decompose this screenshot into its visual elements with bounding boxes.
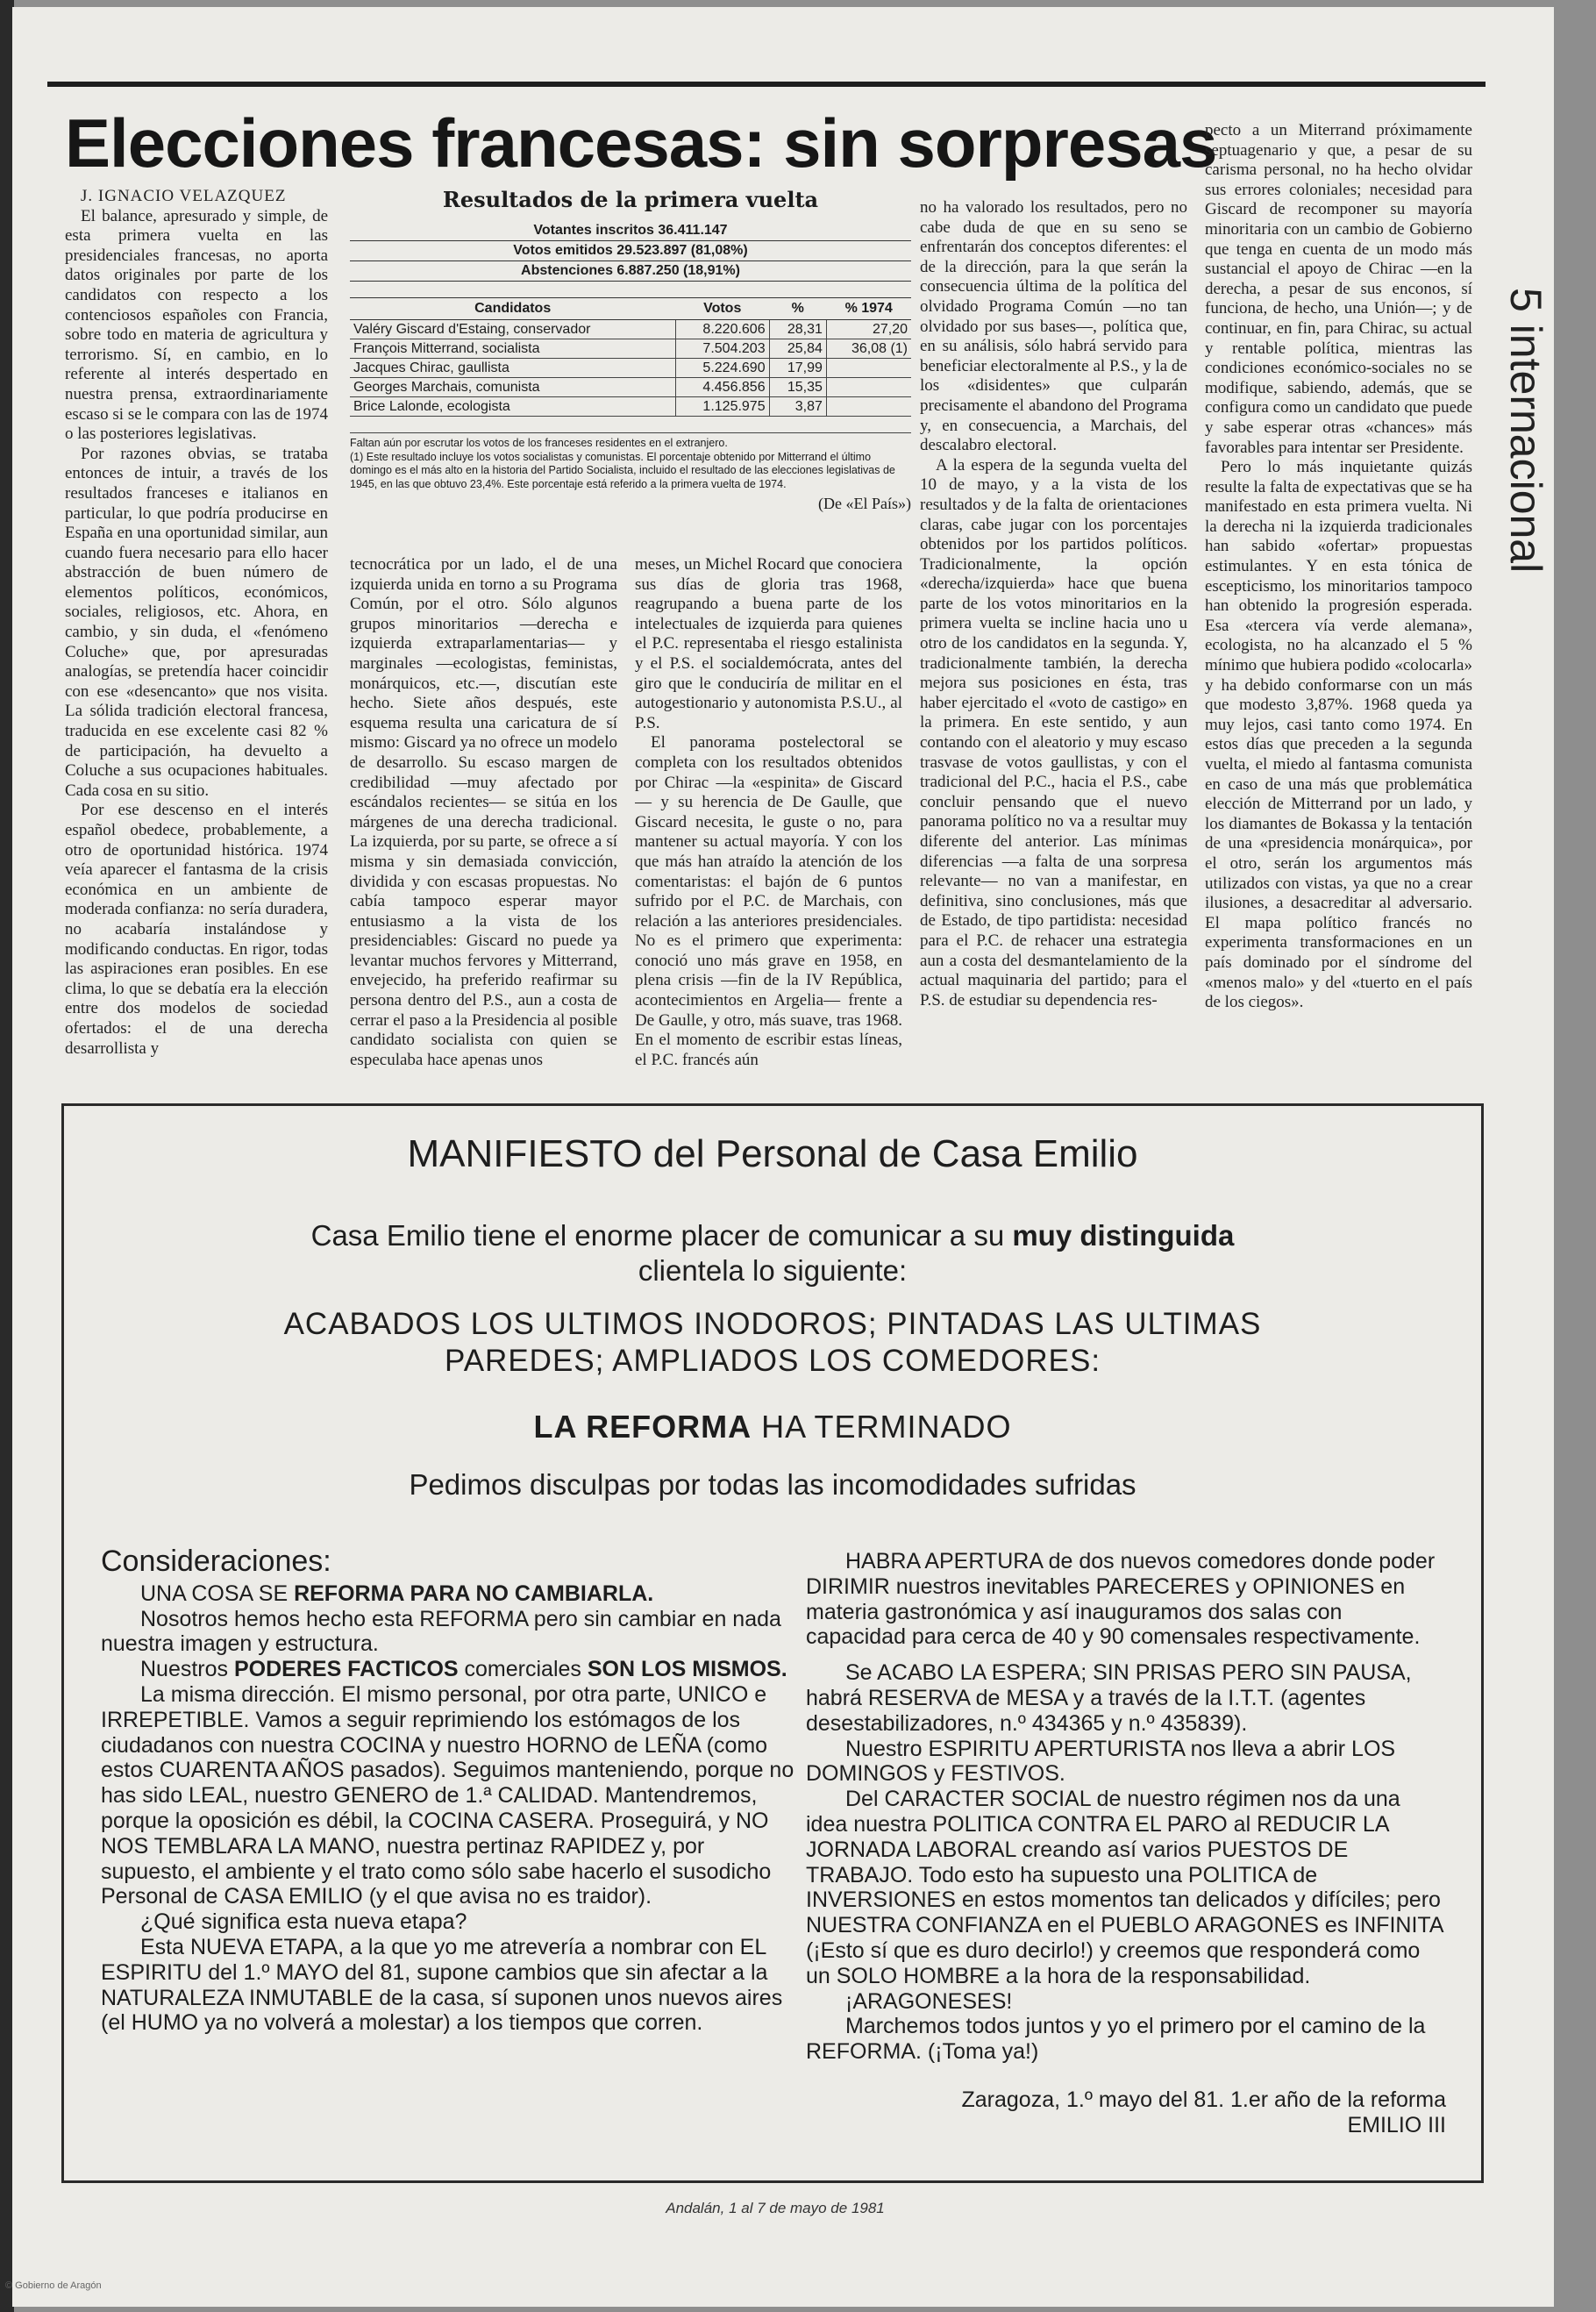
- table-notes: [350, 432, 911, 491]
- candidate-name: Valéry Giscard d'Estaing, conservador: [350, 320, 675, 339]
- abstentions: Abstenciones 6.887.250 (18,91%): [350, 261, 911, 282]
- table-row: [350, 397, 911, 417]
- ad-intro-bold: muy distinguida: [1012, 1219, 1235, 1252]
- votes-cast: Votos emitidos 29.523.897 (81,08%): [350, 241, 911, 261]
- percent-1974: [826, 359, 911, 378]
- percent-1974: [826, 397, 911, 417]
- table-source: (De «El País»): [818, 495, 911, 512]
- ad-apology: Pedimos disculpas por todas las incomodidades sufridas: [409, 1468, 1136, 1501]
- percent-1974: [826, 378, 911, 397]
- ad-intro: [64, 1218, 1481, 1288]
- table-row: [350, 339, 911, 359]
- results-title: Resultados de la primera vuelta: [442, 187, 819, 212]
- vote-percent: 15,35: [769, 378, 826, 397]
- considerations-heading: Consideraciones:: [101, 1545, 331, 1578]
- headline: Elecciones francesas: sin sorpresas: [65, 104, 1217, 182]
- paragraph: pecto a un Miterrand próximamente septuagenario y que, a pesar de su carisma personal, no ha hecho olvidar sus errores coloniales; necesidad para Giscard de recomponer su mayoría minoritaria con un cambio de Gobierno que tenga en cuenta de un modo más sustancial el apoyo de Chirac —en la derecha, a pesar de sus enconos, sí funciona, de hecho, una Unión—; y de continuar, en fin, para Chirac, su actual y rentable política, mientras las condiciones económico-sociales no se modifique, sabiendo, además, que se configura como un candidato que puede y sabe esperar otras «chances» más favorables para intentar ser Presidente.: [1205, 121, 1472, 457]
- section-label: [1494, 288, 1554, 577]
- vote-count: 7.504.203: [675, 339, 769, 359]
- ad-paragraph: [101, 1581, 802, 1607]
- candidate-name: Jacques Chirac, gaullista: [350, 359, 675, 378]
- percent-1974: 27,20: [826, 320, 911, 339]
- ad-reform-line: [64, 1409, 1481, 1445]
- ad-signature-name: EMILIO III: [1347, 2112, 1446, 2137]
- paragraph: El balance, apresurado y simple, de esta primera vuelta en las presidenciales francesas, no aporta datos originales por parte de los candidatos con respecto a los contenciosos españoles con Francia, sobre todo en materia de agricultura y terrorismo. Sí, en cambio, en lo referente al interés despertado en nuestra prensa, extraordinariamente escaso si se le compara con las de 1974 o las posteriores legislativas.: [65, 206, 328, 444]
- vote-count: 1.125.975: [675, 397, 769, 417]
- ad-paragraph: Esta NUEVA ETAPA, a la que yo me atrevería a nombrar con EL ESPIRITU del 1.º MAYO del 81, supone cambios que sin afectar a la NATURALEZA INMUTABLE de la casa, sí suponen unos nuevos aires (el HUMO ya no volverá a molestar) a los tiempos que corren.: [101, 1934, 783, 2036]
- vote-percent: 3,87: [769, 397, 826, 417]
- col-header-percent-1974: % 1974: [826, 298, 911, 320]
- section-text: 5 internacional: [1501, 288, 1550, 574]
- advertisement-box: [61, 1103, 1484, 2183]
- ad-paragraph: Del CARACTER SOCIAL de nuestro régimen nos da una idea nuestra POLITICA CONTRA EL PARO al REDUCIR LA JORNADA LABORAL creando así varios PUESTOS DE TRABAJO. Todo esto ha supuesto una POLITICA de INVERSIONES en estos momentos tan delicados y difíciles; pero NUESTRA CONFIANZA en el PUEBLO ARAGONES es INFINITA (¡Esto sí que es duro decirlo!) y creemos que responderá como un SOLO HOMBRE a la hora de la responsabilidad.: [806, 1787, 1443, 1988]
- paragraph: Por ese descenso en el interés español obedece, probablemente, a otro de oportunidad histórica. 1974 veía aparecer el fantasma de la crisis económica en un ambiente de moderada confianza: no sería duradera, no acabaría instalándose y modificando conductas. En rigor, todas las aspiraciones eran posibles. En ese clima, lo que se debatía era la elección entre dos modelos de sociedad ofertados: el de una derecha desarrollista y: [65, 801, 328, 1058]
- vote-percent: 25,84: [769, 339, 826, 359]
- vote-percent: 17,99: [769, 359, 826, 378]
- ad-line-2: PAREDES; AMPLIADOS LOS COMEDORES:: [444, 1344, 1101, 1378]
- article-column-4: [920, 198, 1187, 1073]
- article-column-1: [65, 187, 328, 1073]
- ad-paragraph: Nuestro ESPIRITU APERTURISTA nos lleva a abrir LOS DOMINGOS y FESTIVOS.: [806, 1736, 1396, 1787]
- registered-voters: Votantes inscritos 36.411.147: [350, 221, 911, 241]
- article-column-2: [350, 555, 617, 1073]
- ad-paragraph: HABRA APERTURA de dos nuevos comedores donde poder DIRIMIR nuestros inevitables PARECERES y OPINIONES en materia gastronómica y así inauguramos dos salas con capacidad para cerca de 40 y 90 comensales respectivamente.: [806, 1549, 1436, 1650]
- results-table-box: [350, 187, 911, 513]
- ad-signature-date: Zaragoza, 1.º mayo del 81. 1.er año de la reforma: [961, 2087, 1446, 2112]
- ad-paragraph: ¿Qué significa esta nueva etapa?: [140, 1909, 467, 1935]
- vote-percent: 28,31: [769, 320, 826, 339]
- note-footnote: (1) Este resultado incluye los votos socialistas y comunistas. El porcentaje obtenido por Mitterrand el último domingo es el más alto en la historia del Partido Socialista, incluido el resultado de las elecciones legislativas de 1945, en las que obtuvo 23,4%. Este porcentaje está referido a la primera vuelta de 1974.: [350, 450, 895, 490]
- paragraph: tecnocrática por un lado, el de una izquierda unida en torno a su Programa Común, por el otro. Sólo algunos grupos minoritarios —derecha e izquierda extraparlamentarias— y marginales —ecologistas, feministas, monárquicos, etc.—, discutían este hecho. Siete años después, este esquema resulta una caricatura de sí mismo: Giscard ya no ofrece un modelo de desarrollo. Su escaso margen de credibilidad —muy afectado por escándalos recientes— se sitúa en los márgenes de una derecha tradicional. La izquierda, por su parte, se ofrece a sí misma y sin demasiada convicción, dividida y con escasas propuestas. No cabía tampoco esperar mayor entusiasmo a la vista de los presidenciables: Giscard no puede ya levantar muchos fervores y Mitterrand, envejecido, ha preferido reafirmar su persona dentro del P.S., aun a costa de cerrar el paso a la Presidencia al posible candidato socialista con quien se especulaba hace apenas unos: [350, 555, 617, 1069]
- table-row: [350, 378, 911, 397]
- col-header-votes: Votos: [675, 298, 769, 320]
- table-row: [350, 320, 911, 339]
- paragraph: Por razones obvias, se trataba entonces de intuir, a través de los resultados franceses e italianos en particular, lo que podría producirse en España en una oportunidad similar, aun cuando fuera necesario para ello hacer abstracción de buen número de elementos políticos, económicos, sociales, religiosos, etc. Ahora, en cambio, y sin duda, el «fenómeno Coluche» que, por apresuradas analogías, se pretendía hacer coincidir con ese «desencanto» que nos visita. La sólida tradición electoral francesa, traducida en ese excelente casi 82 % de participación, ha devuelto a Coluche a sus ocupaciones habituales. Cada cosa en su sitio.: [65, 444, 328, 800]
- article-column-5: [1205, 121, 1472, 1073]
- top-rule: [47, 82, 1486, 87]
- ad-text: UNA COSA SE: [140, 1581, 295, 1606]
- ad-line-1: ACABADOS LOS ULTIMOS INODOROS; PINTADAS LAS ULTIMAS: [283, 1307, 1262, 1341]
- candidate-name: Brice Lalonde, ecologista: [350, 397, 675, 417]
- candidate-name: Georges Marchais, comunista: [350, 378, 675, 397]
- paragraph: meses, un Michel Rocard que conociera sus días de gloria tras 1968, reagrupando a buena parte de los intelectuales de izquierda para quienes el P.C. representaba el riesgo estalinista y el P.S. el socialdemócrata, antes del giro que le conduciría de militar en el autogestionario y autonomista P.S.U., al P.S.: [635, 555, 902, 732]
- newspaper-page: [12, 7, 1554, 2307]
- candidate-name: François Mitterrand, socialista: [350, 339, 675, 359]
- results-table: [350, 297, 911, 417]
- paragraph: El panorama postelectoral se completa con los resultados obtenidos por Chirac —la «espinita» de Giscard— y su herencia de De Gaulle, que Giscard necesita, le guste o no, para mantener su actual mayoría. Y con los que más han atraído la atención de los comentaristas: el bajón de 6 puntos sufrido por el P.C. de Marchais, con relación a las anteriores presidenciales. No es el primero que experimenta: conoció uno más grave en 1958, en plena crisis —fin de la IV República, acontecimientos en Argelia— frente a De Gaulle, y otro, más suave, tras 1968. En el momento de escribir estas líneas, el P.C. francés aún: [635, 733, 902, 1069]
- ad-paragraph: Marchemos todos juntos y yo el primero por el camino de la REFORMA. (¡Toma ya!): [806, 2014, 1426, 2065]
- ad-reform-bold: LA REFORMA: [533, 1409, 752, 1445]
- note-overseas: Faltan aún por escrutar los votos de los franceses residentes en el extranjero.: [350, 437, 728, 449]
- paragraph: A la espera de la segunda vuelta del 10 de mayo, y a la vista de los resultados y de la falta de orientaciones claras, cabe jugar con los porcentajes obtenidos por los partidos políticos. Tradicionalmente, la opción «derecha/izquierda» hace que buena parte de los votos minoritarios en la primera vuelta se incline hacia uno u otro de los candidatos en la segunda. Y, tradicionalmente también, la derecha mejora sus posiciones en ésta, tras haber ejercitado el «voto de castigo» en la primera. En este sentido, y aun contando con el aleatorio y muy escaso trasvase de votos gaullistas, y con el tradicional del P.C., hacia el P.S., cabe concluir pensando que el nuevo panorama político no va a resultar muy diferente del anterior. Las mínimas diferencias —a falta de una sorpresa relevante— no van a manifestar, en definitiva, sino conclusiones, más que de Estado, de tipo partidista: necesidad para el P.C. de rehacer una estrategia aun a costa del desmantelamiento de la actual maquinaria del partido; para el P.S. de estudiar su dependencia res-: [920, 455, 1187, 1010]
- ad-left-column: [101, 1545, 802, 2036]
- ad-intro-end: clientela lo siguiente:: [638, 1254, 908, 1287]
- ad-announcement: [64, 1306, 1481, 1380]
- ad-paragraph: Nosotros hemos hecho esta REFORMA pero sin cambiar en nada nuestra imagen y estructura.: [101, 1606, 781, 1657]
- vote-count: 4.456.856: [675, 378, 769, 397]
- ad-paragraph: Se ACABO LA ESPERA; SIN PRISAS PERO SIN PAUSA, habrá RESERVA de MESA y a través de la I.T.T. (agentes desestabilizadores, n.º 434365 y n.º 435839).: [806, 1660, 1412, 1736]
- col-header-percent: %: [769, 298, 826, 320]
- image-credit: © Gobierno de Aragón: [5, 2280, 102, 2291]
- ad-right-column: [806, 1549, 1446, 2138]
- article-column-3: [635, 555, 902, 1073]
- page-footer: Andalán, 1 al 7 de mayo de 1981: [666, 2200, 885, 2216]
- ad-text: Nuestros: [140, 1657, 234, 1682]
- paragraph: Pero lo más inquietante quizás resulte la falta de expectativas que se ha manifestado en esta primera vuelta. Ni la derecha ni la izquierda tradicionales han sabido «ofertar» propuestas estimulantes. Y en esta tónica de escepticismo, los minoritarios tampoco han obtenido la progresión esperada. Esa «tercera vía verde alemana», ecologista, no ha alcanzado el 5 % mínimo que hubiera podido «colocarla» y ha debido conformarse con un más que modesto 3,87%. 1968 queda ya muy lejos, casi tanto como 1974. En estos días que preceden a la segunda vuelta, el miedo al fantasma comunista en caso de una más que problemática elección de Mitterrand por un lado, y los diamantes de Bokassa y la tentación de una «presidencia monárquica», por el otro, serán los argumentos más utilizados con vistas, ya que no a crear ilusiones, a desacreditar al adversario. El mapa político francés no experimenta transformaciones en un país dominado por el síndrome del «menos malo» y del «tuerto en el país de los ciegos».: [1205, 458, 1472, 1012]
- ad-paragraph: La misma dirección. El mismo personal, por otra parte, UNICO e IRREPETIBLE. Vamos a seguir reprimiendo los estómagos de los ciudadanos con nuestra COCINA y nuestro HORNO de LEÑA (como estos CUARENTA AÑOS pasados). Seguimos manteniendo, porque no has sido LEAL, nuestro GENERO de 1.ª CALIDAD. Mantendremos, porque la oposición es débil, la COCINA CASERA. Proseguirá, y NO NOS TEMBLARA LA MANO, nuestra pertinaz RAPIDEZ y, por supuesto, el ambiente y el trato como sólo sabe hacerlo el susodicho Personal de CASA EMILIO (y el que avisa no es traidor).: [101, 1681, 794, 1909]
- table-row: [350, 359, 911, 378]
- paragraph: no ha valorado los resultados, pero no cabe duda de que en su seno se enfrentarán dos conceptos diferentes: el de la dirección, para la que serán la consecuencia última de la política del olvidado Programa Común —no tan olvidado por sus bases—, política que, en su análisis, sólo habrá servido para beneficiar electoralmente al P.S., y la de los «disidentes» que culparán precisamente el abandono del Programa y, en consecuencia, a Marchais, del descalabro electoral.: [920, 198, 1187, 455]
- ad-text: comerciales: [458, 1657, 588, 1682]
- ad-bold-text: SON LOS MISMOS.: [587, 1657, 787, 1682]
- ad-intro-text: Casa Emilio tiene el enorme placer de comunicar a su: [310, 1219, 1013, 1252]
- vote-count: 8.220.606: [675, 320, 769, 339]
- byline: J. IGNACIO VELAZQUEZ: [81, 187, 287, 205]
- ad-paragraph: [101, 1657, 802, 1682]
- ad-reform-text: HA TERMINADO: [752, 1409, 1012, 1445]
- ad-paragraph: ¡ARAGONESES!: [845, 1988, 1013, 2014]
- vote-count: 5.224.690: [675, 359, 769, 378]
- col-header-candidates: Candidatos: [350, 298, 675, 320]
- ad-bold-text: REFORMA PARA NO CAMBIARLA.: [294, 1581, 654, 1606]
- ad-title: MANIFIESTO del Personal de Casa Emilio: [407, 1132, 1138, 1175]
- ad-bold-text: PODERES FACTICOS: [233, 1657, 459, 1682]
- percent-1974: 36,08 (1): [826, 339, 911, 359]
